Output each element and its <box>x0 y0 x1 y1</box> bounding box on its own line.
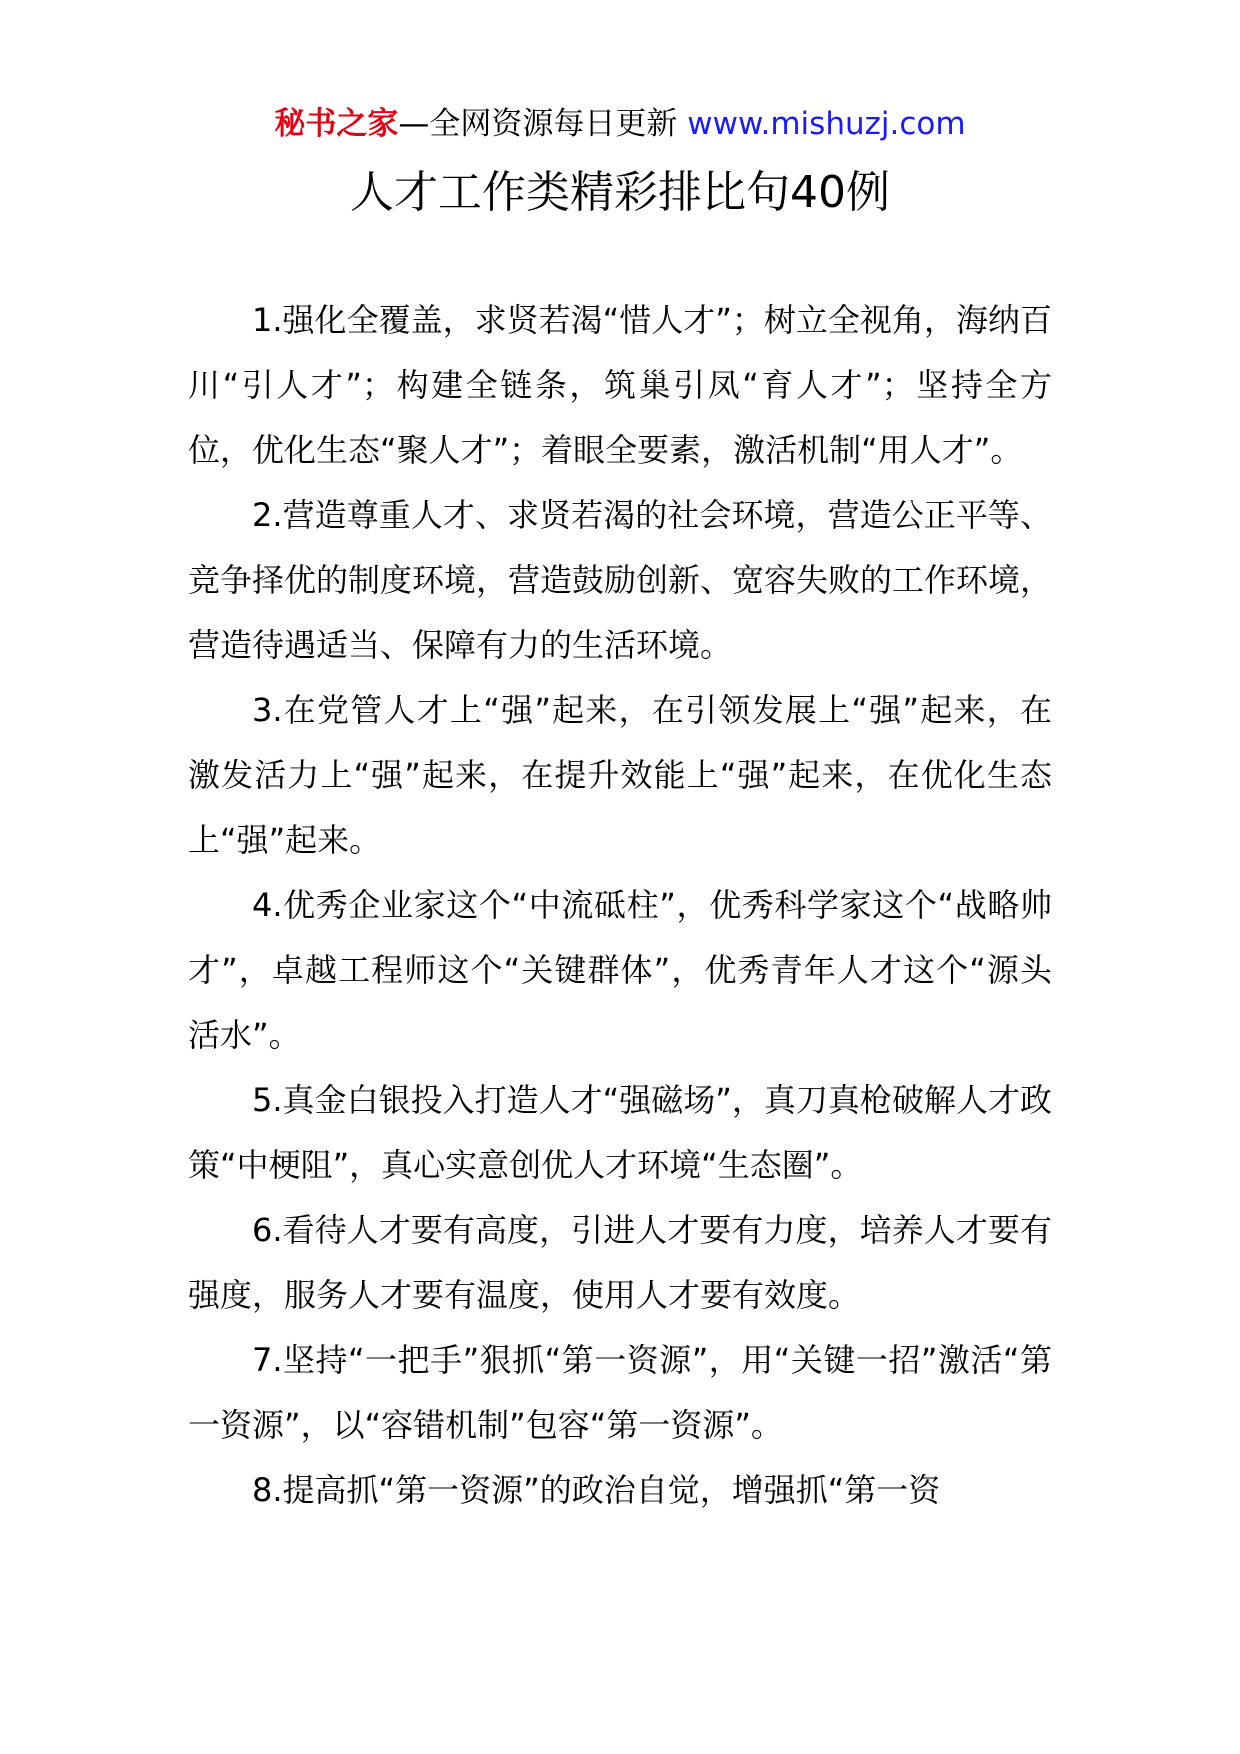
document-title: 人才工作类精彩排比句40例 <box>350 167 890 218</box>
site-header <box>0 102 1240 146</box>
paragraph-7: 7.坚持“一把手”狠抓“第一资源”，用“关键一招”激活“第一资源”，以“容错机制”包容“第一资源”。 <box>188 1341 1052 1444</box>
header-tagline: —全网资源每日更新 <box>398 106 688 142</box>
paragraph-2: 2.营造尊重人才、求贤若渴的社会环境，营造公正平等、竞争择优的制度环境，营造鼓励创新、宽容失败的工作环境，营造待遇适当、保障有力的生活环境。 <box>188 496 1053 664</box>
site-url-link[interactable]: www.mishuzj.com <box>687 106 966 142</box>
paragraph-6: 6.看待人才要有高度，引进人才要有力度，培养人才要有强度，服务人才要有温度，使用人才要有效度。 <box>188 1211 1052 1314</box>
paragraph-3: 3.在党管人才上“强”起来，在引领发展上“强”起来，在激发活力上“强”起来，在提升效能上“强”起来，在优化生态上“强”起来。 <box>188 691 1052 859</box>
document-body <box>188 288 1052 1523</box>
paragraph-1: 1.强化全覆盖，求贤若渴“惜人才”；树立全视角，海纳百川“引人才”；构建全链条，筑巢引凤“育人才”；坚持全方位，优化生态“聚人才”；着眼全要素，激活机制“用人才”。 <box>188 301 1052 469</box>
paragraph-8: 8.提高抓“第一资源”的政治自觉，增强抓“第一资 <box>252 1471 941 1509</box>
paragraph-5: 5.真金白银投入打造人才“强磁场”，真刀真枪破解人才政策“中梗阻”，真心实意创优人才环境“生态圈”。 <box>188 1081 1052 1184</box>
paragraph-4: 4.优秀企业家这个“中流砥柱”，优秀科学家这个“战略帅才”，卓越工程师这个“关键群体”，优秀青年人才这个“源头活水”。 <box>188 886 1052 1054</box>
brand-name: 秘书之家 <box>274 106 399 142</box>
